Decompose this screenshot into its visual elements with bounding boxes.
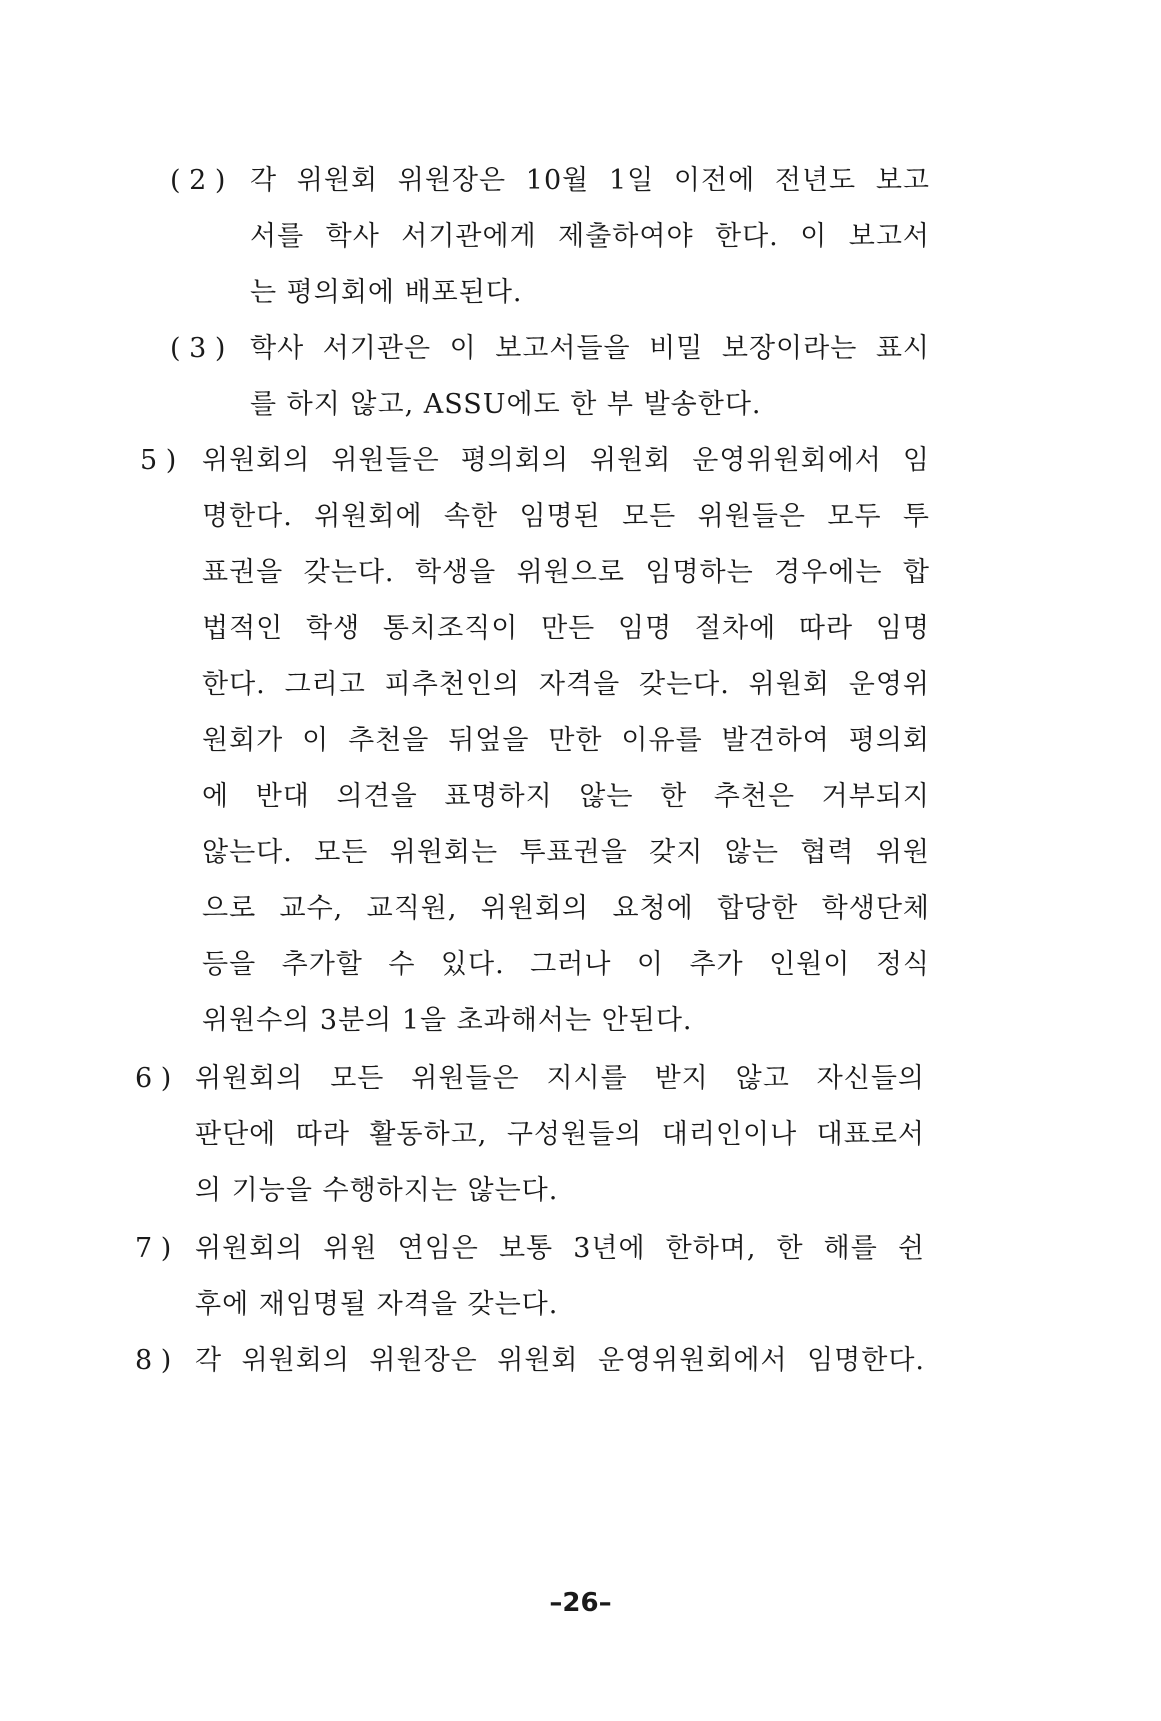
text-line: 않는다. 모든 위원회는 투표권을 갖지 않는 협력 위원	[202, 837, 930, 868]
page-number: –26–	[549, 1588, 612, 1618]
item-marker: 5 )	[140, 445, 177, 476]
text-line: 한다. 그리고 피추천인의 자격을 갖는다. 위원회 운영위	[202, 669, 930, 700]
text-line: 서를 학사 서기관에게 제출하여야 한다. 이 보고서	[250, 221, 930, 252]
text-line: 위원회의 모든 위원들은 지시를 받지 않고 자신들의	[195, 1063, 925, 1094]
text-line: 판단에 따라 활동하고, 구성원들의 대리인이나 대표로서	[195, 1119, 925, 1150]
item-marker: 7 )	[135, 1233, 172, 1264]
text-line: 원회가 이 추천을 뒤엎을 만한 이유를 발견하여 평의회	[202, 725, 930, 756]
item-marker: 8 )	[135, 1345, 172, 1376]
text-line: 는 평의회에 배포된다.	[250, 277, 523, 308]
item-marker: 6 )	[135, 1063, 172, 1094]
text-line: 등을 추가할 수 있다. 그러나 이 추가 인원이 정식	[202, 949, 930, 980]
text-line: 표권을 갖는다. 학생을 위원으로 임명하는 경우에는 합	[202, 557, 930, 588]
item-marker: ( 3 )	[170, 333, 226, 364]
text-line: 위원수의 3분의 1을 초과해서는 안된다.	[202, 1005, 693, 1036]
text-line: 위원회의 위원 연임은 보통 3년에 한하며, 한 해를 쉰	[195, 1233, 925, 1264]
text-line: 학사 서기관은 이 보고서들을 비밀 보장이라는 표시	[250, 333, 930, 364]
item-marker: ( 2 )	[170, 165, 226, 196]
text-line: 법적인 학생 통치조직이 만든 임명 절차에 따라 임명	[202, 613, 930, 644]
text-line: 명한다. 위원회에 속한 임명된 모든 위원들은 모두 투	[202, 501, 930, 532]
text-line: 각 위원회 위원장은 10월 1일 이전에 전년도 보고	[250, 165, 930, 196]
text-line: 후에 재임명될 자격을 갖는다.	[195, 1289, 559, 1320]
text-line: 으로 교수, 교직원, 위원회의 요청에 합당한 학생단체	[202, 893, 930, 924]
text-line: 각 위원회의 위원장은 위원회 운영위원회에서 임명한다.	[195, 1345, 925, 1376]
text-line: 에 반대 의견을 표명하지 않는 한 추천은 거부되지	[202, 781, 930, 812]
text-line: 위원회의 위원들은 평의회의 위원회 운영위원회에서 임	[202, 445, 930, 476]
text-line: 의 기능을 수행하지는 않는다.	[195, 1175, 559, 1206]
text-line: 를 하지 않고, ASSU에도 한 부 발송한다.	[250, 389, 762, 420]
